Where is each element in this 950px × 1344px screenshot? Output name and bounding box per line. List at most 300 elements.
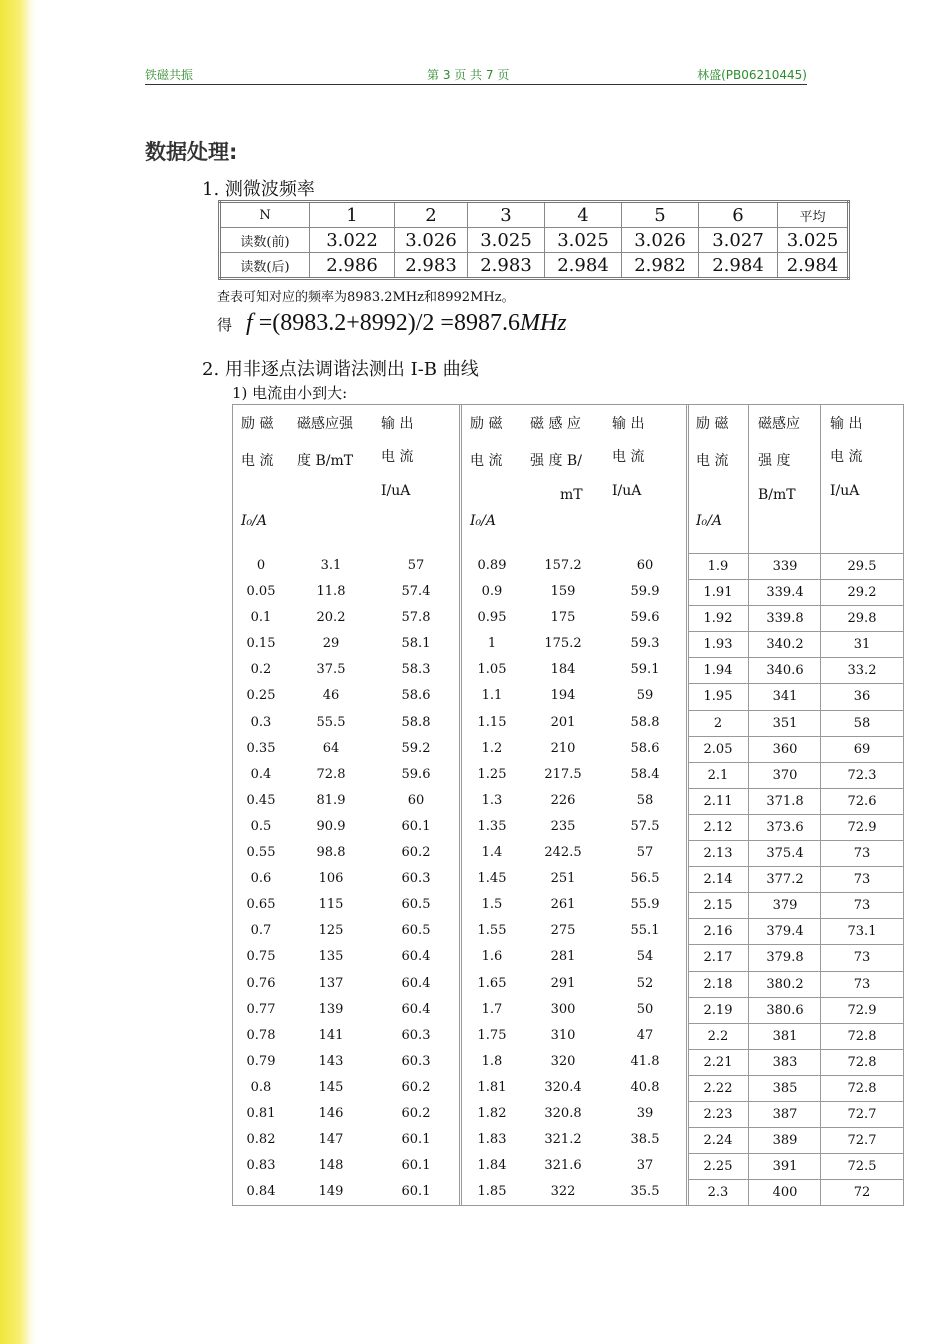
- column-header-current: 励 磁 电 流 I₀/A: [696, 416, 729, 529]
- table-row: [462, 683, 686, 709]
- table-cell: 60.5: [401, 923, 431, 939]
- table-cell: 1.8: [481, 1053, 503, 1069]
- table-cell: 2.984: [778, 253, 849, 279]
- table-cell: 351: [772, 715, 798, 731]
- table-cell: 60.4: [401, 949, 431, 965]
- table-cell: 1.82: [477, 1105, 507, 1121]
- table-cell: 1.95: [703, 689, 733, 705]
- table-cell: 322: [550, 1184, 576, 1200]
- table-cell: 60.2: [401, 1079, 431, 1095]
- table-row: [688, 710, 903, 736]
- column-header-field: 磁感应强 度 B/mT: [297, 416, 354, 469]
- table-cell: 72.8: [847, 1028, 877, 1044]
- table-cell: 1.2: [481, 740, 503, 756]
- table-cell: 141: [318, 1027, 344, 1043]
- table-cell: 159: [550, 584, 576, 600]
- table-cell: 1.4: [481, 845, 503, 861]
- table-cell: 400: [772, 1185, 798, 1201]
- table-row: [462, 866, 686, 892]
- table-cell: 2.24: [703, 1133, 733, 1149]
- table-cell: 60.3: [401, 1027, 431, 1043]
- table-cell: 58.8: [401, 714, 431, 730]
- table-cell: 读数(后): [220, 253, 310, 279]
- table-cell: 2.982: [622, 253, 699, 279]
- table-cell: 379.8: [766, 950, 804, 966]
- table-cell: 321.2: [544, 1132, 582, 1148]
- table-cell: 69: [853, 741, 871, 757]
- table-cell: 59: [636, 688, 654, 704]
- table-cell: 60: [407, 792, 425, 808]
- table-row: [233, 1179, 459, 1205]
- table-cell: 2.05: [703, 741, 733, 757]
- table-cell: 3.1: [320, 558, 342, 573]
- table-cell: 59.6: [630, 610, 660, 626]
- table-cell: 0.65: [246, 897, 276, 913]
- table-cell: 2: [713, 715, 723, 731]
- table-row: [220, 253, 849, 279]
- column-header-current: 励 磁 电 流 I₀/A: [241, 416, 274, 529]
- table-row: [688, 1023, 903, 1049]
- table-cell: 281: [550, 949, 576, 965]
- table-cell: 147: [318, 1132, 344, 1148]
- table-row: [462, 579, 686, 605]
- table-cell: 1.55: [477, 923, 507, 939]
- table-cell: 58.6: [401, 688, 431, 704]
- table-row: [462, 1179, 686, 1205]
- table-group-2: [462, 405, 689, 1205]
- table-cell: 0.79: [246, 1053, 276, 1069]
- table-cell: 60.4: [401, 1001, 431, 1017]
- column-header-output: 输 出 电 流 I/uA: [830, 416, 863, 499]
- column-header-output: 输 出 电 流 I/uA: [381, 416, 414, 499]
- table-row: [462, 553, 686, 579]
- table-row: [688, 1127, 903, 1153]
- table-row: [462, 1153, 686, 1179]
- table-cell: 1: [310, 202, 395, 228]
- table-cell: 0.35: [246, 740, 276, 756]
- table-cell: 251: [550, 871, 576, 887]
- table-cell: 73: [853, 846, 871, 862]
- table-cell: 2.983: [468, 253, 545, 279]
- table-row: [462, 657, 686, 683]
- table-row: [233, 631, 459, 657]
- table-cell: 90.9: [316, 818, 346, 834]
- table-cell: 0.8: [250, 1079, 272, 1095]
- table-cell: 46: [322, 688, 340, 704]
- table-cell: 72.9: [847, 1002, 877, 1018]
- table-cell: 340.6: [766, 663, 804, 679]
- table-row: [462, 762, 686, 788]
- table-cell: 2.19: [703, 1002, 733, 1018]
- table-row: [462, 1127, 686, 1153]
- table-row: [688, 814, 903, 840]
- table-cell: 60.3: [401, 1053, 431, 1069]
- table-cell: 73.1: [847, 924, 877, 940]
- table-cell: 3: [468, 202, 545, 228]
- table-cell: 0.77: [246, 1001, 276, 1017]
- table-cell: 379: [772, 898, 798, 914]
- table-cell: 0.6: [250, 871, 272, 887]
- table-cell: 59.3: [630, 636, 660, 652]
- header-title: 铁磁共振: [145, 68, 194, 82]
- table-cell: 1.15: [477, 714, 507, 730]
- formula-expression: =(8983.2+8992)/2 =8987.6: [258, 310, 520, 336]
- table-header-row: [220, 202, 849, 228]
- table-cell: 0.25: [246, 688, 276, 704]
- table-cell: 145: [318, 1079, 344, 1095]
- table-cell: 39: [636, 1105, 654, 1121]
- table-row: [233, 657, 459, 683]
- table-cell: 377.2: [766, 872, 804, 888]
- table-row: [688, 605, 903, 631]
- table-cell: 217.5: [544, 766, 582, 782]
- table-cell: 73: [853, 976, 871, 992]
- table-cell: 1.83: [477, 1132, 507, 1148]
- table-cell: 0.7: [250, 923, 272, 939]
- table-cell: 2.23: [703, 1106, 733, 1122]
- table-row: [688, 892, 903, 918]
- table-row: [688, 944, 903, 970]
- table-cell: 0.2: [250, 662, 272, 678]
- table-cell: 310: [550, 1027, 576, 1043]
- table-cell: 157.2: [544, 558, 582, 573]
- table-cell: 72.9: [847, 819, 877, 835]
- table-cell: 72.8: [847, 1080, 877, 1096]
- table-cell: 370: [772, 767, 798, 783]
- table-row: [233, 944, 459, 970]
- table-cell: 143: [318, 1053, 344, 1069]
- table-row: [233, 1023, 459, 1049]
- table-cell: 149: [318, 1184, 344, 1200]
- table-cell: 2.984: [545, 253, 622, 279]
- table-cell: 1.05: [477, 662, 507, 678]
- table-row: [233, 866, 459, 892]
- table-row: [462, 944, 686, 970]
- table-cell: 2.22: [703, 1080, 733, 1096]
- table-row: [688, 579, 903, 605]
- table-cell: 320: [550, 1053, 576, 1069]
- table-row: [220, 228, 849, 253]
- table-cell: 29.2: [847, 585, 877, 601]
- table-body-1: [233, 553, 459, 1205]
- table-row: [462, 1049, 686, 1075]
- table-cell: 1.45: [477, 871, 507, 887]
- ib-data-table: [232, 404, 904, 1206]
- table-cell: 58.6: [630, 740, 660, 756]
- frequency-table: [218, 200, 850, 280]
- table-row: [688, 1153, 903, 1179]
- table-cell: 60: [636, 558, 654, 573]
- table-cell: 371.8: [766, 793, 804, 809]
- table-row: [462, 1101, 686, 1127]
- table-cell: 184: [550, 662, 576, 678]
- table-row: [233, 1101, 459, 1127]
- table-row: [462, 997, 686, 1023]
- table-cell: 339.8: [766, 611, 804, 627]
- table-cell: 72: [853, 1185, 871, 1201]
- table-cell: 389: [772, 1133, 798, 1149]
- table-cell: 2.983: [395, 253, 468, 279]
- table-cell: 57.4: [401, 584, 431, 600]
- table-cell: 0.82: [246, 1132, 276, 1148]
- table-cell: 98.8: [316, 845, 346, 861]
- table-cell: 3.025: [468, 228, 545, 253]
- table-cell: 35.5: [630, 1184, 660, 1200]
- table-cell: 1.6: [481, 949, 503, 965]
- table-cell: 6: [699, 202, 778, 228]
- table-row: [462, 814, 686, 840]
- table-cell: 383: [772, 1054, 798, 1070]
- table-cell: 58.8: [630, 714, 660, 730]
- table-cell: 2.21: [703, 1054, 733, 1070]
- formula-prefix: 得: [217, 318, 233, 334]
- table-row: [688, 1101, 903, 1127]
- table-cell: 0.4: [250, 766, 272, 782]
- column-header-field: 磁感应 强 度 B/mT: [758, 416, 800, 503]
- table-cell: 3.025: [778, 228, 849, 253]
- table-row: [233, 1075, 459, 1101]
- frequency-formula: [217, 310, 567, 337]
- table-cell: 72.8: [847, 1054, 877, 1070]
- table-row: [233, 762, 459, 788]
- table-group-3: [688, 405, 903, 1205]
- table-cell: 读数(前): [220, 228, 310, 253]
- table-row: [233, 997, 459, 1023]
- table-row: [462, 918, 686, 944]
- table-cell: 59.6: [401, 766, 431, 782]
- table-cell: 2.12: [703, 819, 733, 835]
- table-cell: 20.2: [316, 610, 346, 626]
- table-cell: 2.11: [703, 793, 733, 809]
- table-cell: 106: [318, 871, 344, 887]
- table-row: [688, 683, 903, 709]
- table-cell: 54: [636, 949, 654, 965]
- column-header-field: 磁 感 应 强 度 B/ mT: [530, 416, 583, 503]
- table-cell: 73: [853, 872, 871, 888]
- table-cell: 275: [550, 923, 576, 939]
- table-cell: N: [220, 202, 310, 228]
- table-cell: 57.8: [401, 610, 431, 626]
- table-cell: 52: [636, 975, 654, 991]
- table-cell: 0.1: [250, 610, 272, 626]
- table-cell: 60.1: [401, 1184, 431, 1200]
- table-cell: 58: [636, 792, 654, 808]
- table-cell: 58.4: [630, 766, 660, 782]
- formula-variable: f: [246, 310, 253, 336]
- table-row: [233, 1153, 459, 1179]
- table-row: [462, 631, 686, 657]
- table-cell: 375.4: [766, 846, 804, 862]
- table-cell: 1.92: [703, 611, 733, 627]
- table-row: [462, 1023, 686, 1049]
- table-cell: 135: [318, 949, 344, 965]
- table-row: [233, 840, 459, 866]
- table-cell: 115: [318, 897, 344, 913]
- table-cell: 2.3: [707, 1185, 729, 1201]
- table-cell: 0.78: [246, 1027, 276, 1043]
- table-row: [688, 553, 903, 579]
- table-cell: 55.9: [630, 897, 660, 913]
- table-cell: 64: [322, 740, 340, 756]
- table-cell: 1.7: [481, 1001, 503, 1017]
- table-row: [688, 762, 903, 788]
- table-row: [233, 736, 459, 762]
- table-cell: 29.8: [847, 611, 877, 627]
- table-row: [233, 579, 459, 605]
- table-cell: 29.5: [847, 559, 877, 574]
- table-cell: 47: [636, 1027, 654, 1043]
- table-cell: 3.026: [395, 228, 468, 253]
- table-cell: 0.75: [246, 949, 276, 965]
- table-cell: 60.1: [401, 1132, 431, 1148]
- table-cell: 0.05: [246, 584, 276, 600]
- column-header-current: 励 磁 电 流 I₀/A: [470, 416, 503, 529]
- table-cell: 2.14: [703, 872, 733, 888]
- table-cell: 391: [772, 1159, 798, 1175]
- section-title: 数据处理:: [145, 140, 238, 164]
- table-cell: 0.81: [246, 1105, 276, 1121]
- table-cell: 0.9: [481, 584, 503, 600]
- table-cell: 31: [853, 637, 871, 653]
- page-margin-bar: [0, 0, 36, 1344]
- table-cell: 300: [550, 1001, 576, 1017]
- table-cell: 261: [550, 897, 576, 913]
- table-cell: 5: [622, 202, 699, 228]
- table-cell: 72.7: [847, 1133, 877, 1149]
- frequency-note: 查表可知对应的频率为8983.2MHz和8992MHz。: [217, 290, 515, 305]
- table-cell: 1.91: [703, 585, 733, 601]
- table-cell: 33.2: [847, 663, 877, 679]
- table-cell: 146: [318, 1105, 344, 1121]
- table-cell: 1: [487, 636, 497, 652]
- table-cell: 3.025: [545, 228, 622, 253]
- table-cell: 0.55: [246, 845, 276, 861]
- table-row: [462, 971, 686, 997]
- table-cell: 1.25: [477, 766, 507, 782]
- table-row: [462, 1075, 686, 1101]
- table-row: [233, 1127, 459, 1153]
- table-cell: 58: [853, 715, 871, 731]
- table-cell: 1.5: [481, 897, 503, 913]
- table-cell: 2.17: [703, 950, 733, 966]
- table-cell: 1.85: [477, 1184, 507, 1200]
- table-cell: 41.8: [630, 1053, 660, 1069]
- table-cell: 平均: [778, 202, 849, 228]
- table-cell: 58.1: [401, 636, 431, 652]
- table-cell: 1.81: [477, 1079, 507, 1095]
- table-body-2: [462, 553, 686, 1205]
- table-row: [688, 657, 903, 683]
- table-cell: 339: [772, 559, 798, 574]
- table-row: [233, 683, 459, 709]
- table-cell: 194: [550, 688, 576, 704]
- table-cell: 1.35: [477, 818, 507, 834]
- table-cell: 1.94: [703, 663, 733, 679]
- table-row: [233, 918, 459, 944]
- table-cell: 72.6: [847, 793, 877, 809]
- table-cell: 60.4: [401, 975, 431, 991]
- table-cell: 37: [636, 1158, 654, 1174]
- table-cell: 57: [636, 845, 654, 861]
- table-cell: 2.25: [703, 1159, 733, 1175]
- table-cell: 72.3: [847, 767, 877, 783]
- table-cell: 0.3: [250, 714, 272, 730]
- table-cell: 55.1: [630, 923, 660, 939]
- subsection-ib-curve: 2. 用非逐点法调谐法测出 I-B 曲线: [202, 359, 479, 380]
- table-row: [462, 710, 686, 736]
- table-row: [688, 788, 903, 814]
- table-cell: 59.9: [630, 584, 660, 600]
- table-body-3: [688, 553, 903, 1205]
- table-cell: 1.1: [481, 688, 503, 704]
- table-cell: 2.984: [699, 253, 778, 279]
- table-cell: 380.6: [766, 1002, 804, 1018]
- table-cell: 0.83: [246, 1158, 276, 1174]
- table-cell: 210: [550, 740, 576, 756]
- table-row: [233, 788, 459, 814]
- table-cell: 0.84: [246, 1184, 276, 1200]
- table-cell: 0.45: [246, 792, 276, 808]
- table-cell: 57: [407, 558, 425, 573]
- table-cell: 381: [772, 1028, 798, 1044]
- table-row: [233, 553, 459, 579]
- table-row: [688, 1075, 903, 1101]
- table-row: [233, 971, 459, 997]
- header-page-number: 第 3 页 共 7 页: [427, 68, 510, 82]
- table-cell: 1.75: [477, 1027, 507, 1043]
- table-cell: 340.2: [766, 637, 804, 653]
- table-row: [462, 788, 686, 814]
- table-cell: 0.15: [246, 636, 276, 652]
- table-row: [688, 1179, 903, 1205]
- table-row: [462, 605, 686, 631]
- table-cell: 148: [318, 1158, 344, 1174]
- table-row: [688, 997, 903, 1023]
- table-cell: 2.16: [703, 924, 733, 940]
- table-cell: 2.986: [310, 253, 395, 279]
- table-cell: 380.2: [766, 976, 804, 992]
- table-cell: 137: [318, 975, 344, 991]
- table-cell: 320.4: [544, 1079, 582, 1095]
- table-row: [688, 631, 903, 657]
- table-cell: 1.65: [477, 975, 507, 991]
- table-cell: 175.2: [544, 636, 582, 652]
- table-cell: 60.3: [401, 871, 431, 887]
- table-cell: 0: [256, 558, 266, 573]
- table-cell: 1.93: [703, 637, 733, 653]
- table-row: [233, 814, 459, 840]
- table-cell: 360: [772, 741, 798, 757]
- table-row: [233, 1049, 459, 1075]
- column-header-output: 输 出 电 流 I/uA: [612, 416, 645, 499]
- table-cell: 291: [550, 975, 576, 991]
- table-cell: 0.89: [477, 558, 507, 573]
- table-row: [688, 736, 903, 762]
- table-cell: 60.1: [401, 818, 431, 834]
- table-row: [462, 840, 686, 866]
- table-row: [688, 1049, 903, 1075]
- table-cell: 3.027: [699, 228, 778, 253]
- formula-unit: MHz: [519, 310, 567, 336]
- table-cell: 2.13: [703, 846, 733, 862]
- table-cell: 72.5: [847, 1159, 877, 1175]
- table-cell: 81.9: [316, 792, 346, 808]
- table-cell: 0.95: [477, 610, 507, 626]
- table-row: [462, 736, 686, 762]
- table-row: [688, 971, 903, 997]
- table-cell: 4: [545, 202, 622, 228]
- table-cell: 242.5: [544, 845, 582, 861]
